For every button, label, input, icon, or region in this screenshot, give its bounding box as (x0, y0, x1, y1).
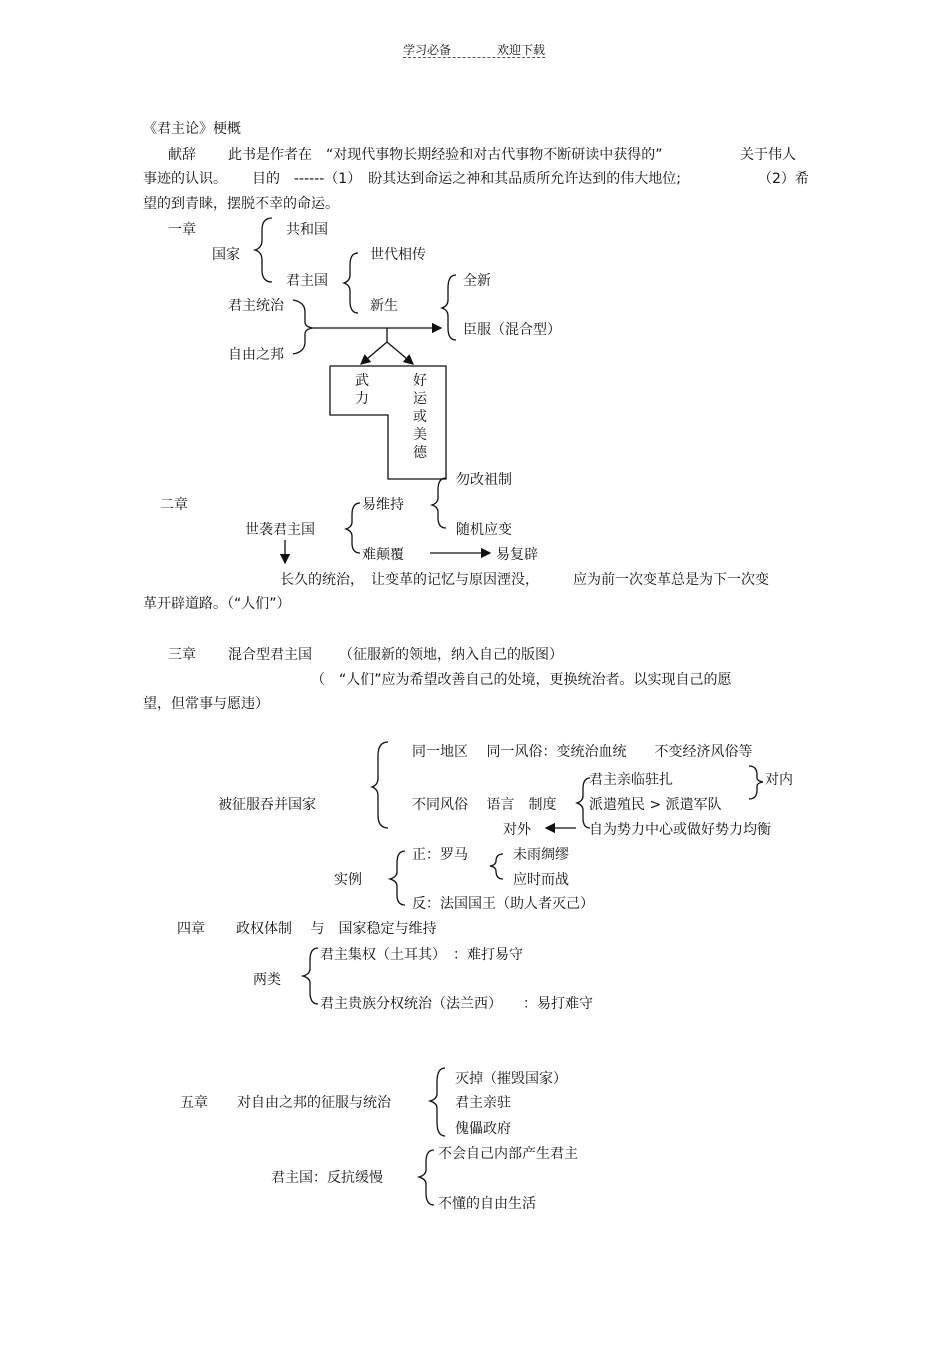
ch3-same-region: 同一地区 同一风俗：变统治血统 不变经济风俗等 (412, 744, 753, 760)
header-left: 学习必备 (403, 43, 452, 57)
ch3-examples: 实例 (334, 872, 362, 888)
ch1-monarchy: 君主国 (286, 273, 328, 289)
ch1-all-new: 全新 (463, 273, 491, 289)
brace-rule (293, 300, 313, 354)
ch2-note-c: 革开辟道路。（“人们”） (143, 596, 291, 612)
ch3-prepare: 未雨绸缪 (513, 847, 569, 863)
ch3-resident: 君主亲临驻扎 (589, 772, 673, 788)
ch3-diff-customs: 不同风俗 语言 制度 (412, 797, 557, 813)
ch4-label: 四章 (177, 921, 205, 937)
brace-ch3-main (372, 742, 388, 828)
ch1-republic: 共和国 (286, 222, 328, 238)
ch2-hereditary-monarchy: 世袭君主国 (245, 522, 315, 538)
ch1-new: 新生 (370, 298, 398, 314)
brace-country (255, 218, 272, 282)
brace-ch4 (303, 948, 318, 1004)
dedication-label: 献辞 (168, 147, 196, 163)
brace-ch5-monarchy (419, 1150, 434, 1205)
ch5-no-native: 不会自己内部产生君主 (438, 1146, 578, 1162)
ch1-hereditary: 世代相传 (370, 247, 426, 263)
brace-ch5 (430, 1068, 445, 1136)
ch2-note-a: 长久的统治， 让变革的记忆与原因湮没， (280, 572, 539, 588)
ch1-force: 武力 (355, 373, 369, 407)
brace-ch2-keep (432, 478, 446, 528)
brace-ch3-internal (749, 766, 763, 799)
ch1-box (330, 366, 446, 479)
ch2-note-b: 应为前一次变革总是为下一次变 (573, 572, 769, 588)
ch5-no-freedom: 不懂的自由生活 (438, 1196, 536, 1212)
ch3-positive: 正：罗马 (412, 847, 468, 863)
dedication-line1-end: 关于伟人 (740, 147, 796, 163)
ch2-adapt: 随机应变 (456, 522, 512, 538)
brace-ch3-rome (490, 854, 503, 879)
ch3-subtitle: （征服新的领地，纳入自己的版图） (339, 647, 563, 663)
ch5-title: 对自由之邦的征服与统治 (237, 1095, 391, 1111)
page-title: 《君主论》梗概 (143, 121, 241, 137)
ch3-external: 对外 (503, 822, 531, 838)
brace-monarchy (344, 253, 358, 313)
dedication-line2-end: （2）希 (758, 171, 809, 187)
arrow-fortune (387, 342, 413, 364)
header-right: 欢迎下载 (497, 43, 546, 57)
ch5-reside: 君主亲驻 (455, 1095, 511, 1111)
ch3-label: 三章 (168, 647, 196, 663)
ch2-easy-restore: 易复辟 (496, 547, 538, 563)
header-divider (403, 57, 545, 58)
ch1-free-state: 自由之邦 (228, 347, 284, 363)
ch5-monarchy-slow: 君主国：反抗缓慢 (271, 1170, 383, 1186)
ch3-note-b: 望，但常事与愿违） (143, 696, 269, 712)
ch4-title: 政权体制 与 国家稳定与维持 (236, 921, 437, 937)
ch1-subject: 臣服（混合型） (463, 322, 561, 338)
dedication-line3: 望的到青睐，摆脱不幸的命运。 (143, 196, 339, 212)
ch3-title: 混合型君主国 (228, 647, 312, 663)
ch5-puppet: 傀儡政府 (455, 1121, 511, 1137)
arrow-force (361, 342, 387, 364)
ch3-colonies: 派遣殖民 > 派遣军队 (589, 797, 722, 813)
ch3-negative: 反：法国国王（助人者灭己） (412, 896, 594, 912)
ch4-type2: 君主贵族分权统治（法兰西） ：易打难守 (320, 996, 593, 1012)
ch2-easy-keep: 易维持 (362, 497, 404, 513)
ch1-country: 国家 (212, 247, 240, 263)
ch1-label: 一章 (168, 222, 196, 238)
ch3-note-a: （ “人们”应为希望改善自己的处境，更换统治者。以实现自己的愿 (311, 672, 732, 688)
brace-ch2-main (346, 503, 360, 553)
ch2-hard-overturn: 难颠覆 (362, 547, 404, 563)
ch4-two-types: 两类 (253, 972, 281, 988)
ch4-type1: 君主集权（土耳其） ：难打易守 (320, 947, 523, 963)
ch1-fortune: 好运或美德 (413, 373, 427, 461)
ch2-no-change: 勿改祖制 (456, 472, 512, 488)
ch5-destroy: 灭掉（摧毁国家） (455, 1071, 567, 1087)
ch3-balance: 自为势力中心或做好势力均衡 (589, 822, 771, 838)
ch2-label: 二章 (160, 497, 188, 513)
ch3-internal: 对内 (765, 772, 793, 788)
dedication-line1: 此书是作者在 “对现代事物长期经验和对古代事物不断研读中获得的” (228, 147, 663, 163)
dedication-line2: 事迹的认识。 (143, 171, 227, 187)
ch5-label: 五章 (180, 1095, 208, 1111)
ch3-conquered: 被征服吞并国家 (218, 797, 316, 813)
ch1-monarch-rule: 君主统治 (228, 298, 284, 314)
dedication-purpose: 目的 ------（1） 盼其达到命运之神和其品质所允许达到的伟大地位; (252, 171, 681, 187)
brace-ch3-examples (390, 851, 405, 905)
brace-new (442, 275, 456, 340)
ch3-fight: 应时而战 (513, 872, 569, 888)
